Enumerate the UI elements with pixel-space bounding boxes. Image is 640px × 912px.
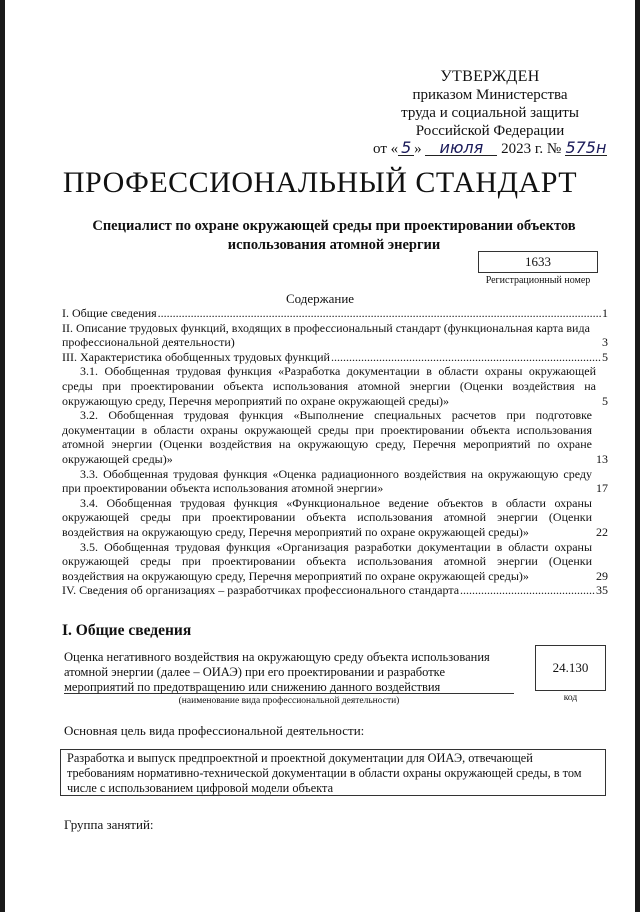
toc-entry[interactable] bbox=[62, 364, 608, 408]
activity-name: Оценка негативного воздействия на окружающую среду объекта использования атомной энергии (далее – ОИАЭ) при его проектировании и разработке мероприятий по предотвращению или снижению данного воздействия bbox=[64, 650, 490, 694]
toc-entry-text: 3.3. Обобщенная трудовая функция «Оценка радиационного воздействия на окружающую среду при проектировании объекта использования атомной энергии» bbox=[62, 466, 592, 496]
toc-entry-page: 22 bbox=[596, 524, 608, 539]
toc-entry-text: I. Общие сведения bbox=[62, 306, 157, 320]
toc-entry[interactable] bbox=[62, 321, 608, 350]
scan-edge-right bbox=[635, 0, 640, 912]
toc-entry-text: III. Характеристика обобщенных трудовых функций bbox=[62, 349, 330, 364]
occupation-group-label: Группа занятий: bbox=[64, 817, 154, 832]
toc-entry-page: 35 bbox=[596, 583, 608, 598]
date-prefix: от « bbox=[373, 141, 399, 157]
toc-entry-text: 3.4. Обобщенная трудовая функция «Функциональное ведение объектов в области охраны окружающей среды при проектировании объекта использования атомной энергии (Оценки воздействия на окружающую среду, Перечня мероприятий по охране окружающей среды)» bbox=[62, 495, 592, 539]
approval-line-1: приказом Министерства bbox=[412, 87, 568, 103]
registration-number-label: Регистрационный номер bbox=[485, 275, 591, 286]
toc-entry-page: 1 bbox=[602, 306, 608, 320]
goal-text-box: Разработка и выпуск предпроектной и проектной документации для ОИАЭ, отвечающей требованиям нормативно-технической документации в области охраны окружающей среды, в том числе с использованием цифровой модели объекта bbox=[60, 749, 606, 796]
date-day: 5 bbox=[398, 140, 414, 156]
toc-entry-text: 3.2. Обобщенная трудовая функция «Выполнение специальных расчетов при подготовке документации в области охраны окружающей среды при проектировании объекта использования атомной энергии (Оценки воздействия на окружающую среду, Перечня мероприятий по охране окружающей среды)» bbox=[62, 408, 592, 466]
goal-label: Основная цель вида профессиональной деятельности: bbox=[64, 723, 365, 738]
registration-number-box: 1633 bbox=[478, 251, 598, 273]
activity-underline bbox=[64, 693, 514, 694]
date-mid: » bbox=[414, 141, 422, 157]
toc-leader-dots bbox=[460, 583, 595, 598]
approval-line-3: Российской Федерации bbox=[415, 123, 565, 139]
document-title: ПРОФЕССИОНАЛЬНЫЙ СТАНДАРТ bbox=[62, 166, 578, 199]
approval-date-line bbox=[370, 140, 610, 158]
toc-entry-text: 3.1. Обобщенная трудовая функция «Разработка документации в области охраны окружающей среды при проектировании объекта использования атомной энергии (Оценки воздействия на окружающую среду, Перечня мероприятий по охране окружающей среды)» bbox=[62, 364, 596, 408]
activity-code-label: код bbox=[563, 693, 578, 703]
toc-entry[interactable] bbox=[62, 408, 608, 466]
date-month: июля bbox=[425, 140, 497, 156]
toc-leader-dots bbox=[158, 306, 601, 321]
toc-entry[interactable] bbox=[62, 350, 608, 365]
order-number: 575н bbox=[565, 138, 607, 157]
toc-entry-page: 5 bbox=[602, 393, 608, 408]
toc-entry[interactable] bbox=[62, 540, 608, 584]
scan-edge-left bbox=[0, 0, 5, 912]
toc-entry[interactable] bbox=[62, 306, 608, 321]
toc-entry[interactable] bbox=[62, 467, 608, 496]
toc-entry-text: II. Описание трудовых функций, входящих в профессиональный стандарт (функциональная карта вида профессиональной деятельности) bbox=[62, 320, 590, 350]
toc-entry-page: 5 bbox=[602, 349, 608, 364]
toc-entry[interactable] bbox=[62, 583, 608, 598]
document-subtitle: Специалист по охране окружающей среды при проектировании объектов использования атомной энергии bbox=[92, 218, 576, 253]
activity-code-box: 24.130 bbox=[535, 645, 606, 691]
approval-line-2: труда и социальной защиты bbox=[401, 105, 579, 121]
approval-head: УТВЕРЖДЕН bbox=[440, 68, 540, 85]
toc-title: Содержание bbox=[285, 291, 355, 306]
table-of-contents bbox=[62, 306, 608, 598]
toc-entry-page: 29 bbox=[596, 568, 608, 583]
toc-leader-dots bbox=[331, 350, 601, 365]
section-heading: I. Общие сведения bbox=[62, 622, 192, 639]
toc-entry-text: 3.5. Обобщенная трудовая функция «Организация разработки документации в области охраны окружающей среды при проектировании объекта использования атомной энергии (Оценки воздействия на окружающую среду, Перечня мероприятий по охране окружающей среды)» bbox=[62, 539, 592, 583]
toc-entry-text: IV. Сведения об организациях – разработчиках профессионального стандарта bbox=[62, 583, 460, 598]
activity-caption: (наименование вида профессиональной деятельности) bbox=[178, 696, 400, 706]
toc-entry-page: 3 bbox=[602, 335, 608, 350]
toc-entry[interactable] bbox=[62, 496, 608, 540]
date-year: 2023 г. № bbox=[501, 141, 562, 157]
toc-entry-page: 17 bbox=[596, 481, 608, 496]
toc-entry-page: 13 bbox=[596, 451, 608, 466]
approval-block bbox=[370, 68, 610, 158]
